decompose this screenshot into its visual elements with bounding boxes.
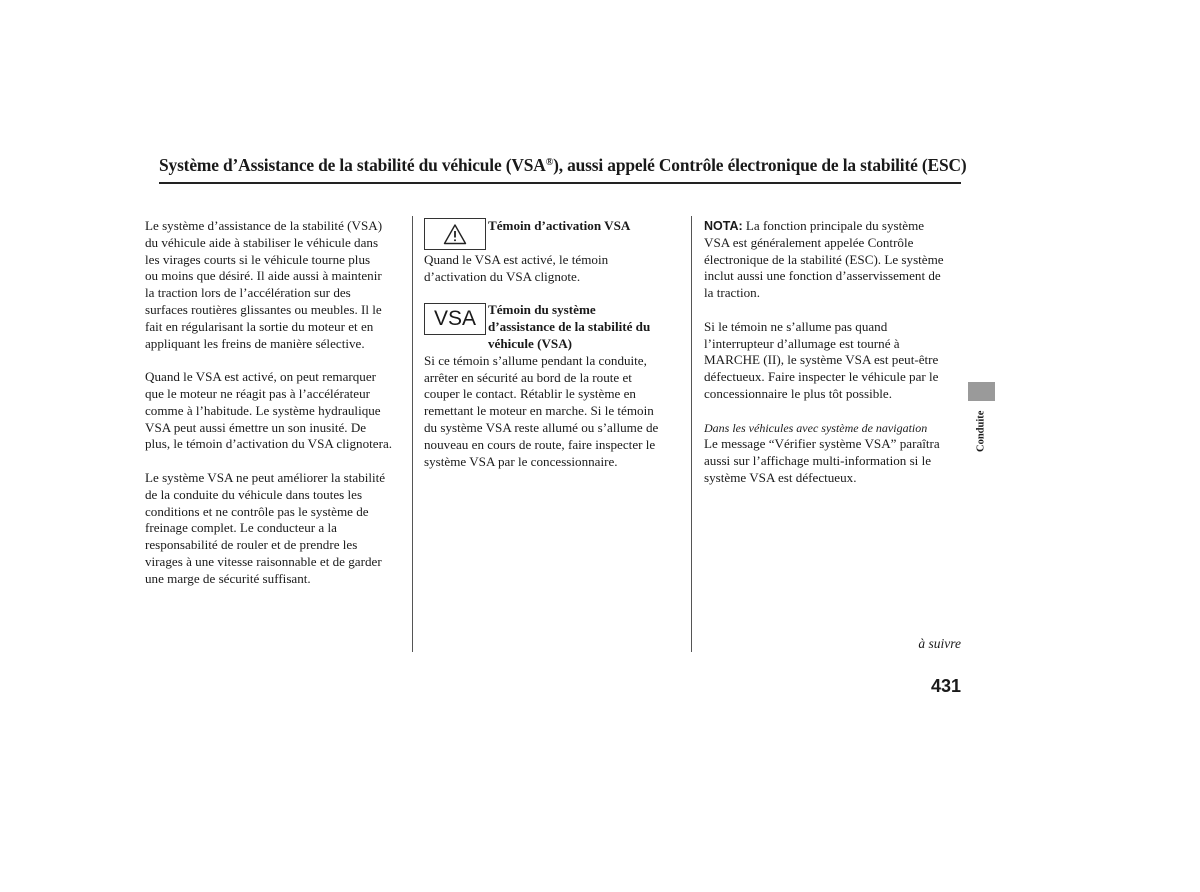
- continued-note: à suivre: [918, 636, 961, 651]
- title-part-2: ), aussi appelé Contrôle électronique de la stabilité (ESC): [553, 155, 967, 175]
- page-title: [159, 155, 967, 176]
- activation-indicator-row: [424, 218, 686, 250]
- section-tab: [968, 382, 995, 401]
- nota-paragraph: [704, 218, 961, 302]
- section-tab-label: Conduite: [975, 410, 987, 452]
- system-heading: Témoin du système d’assistance de la stabilité du véhicule (VSA): [488, 302, 651, 351]
- system-text: Si ce témoin s’allume pendant la conduite, arrêter en sécurité au bord de la route et couper le contact. Rétablir le système en remettant le moteur en marche. Si le témoin du système VSA reste allumé ou s’allume de nouveau en cours de route, faire inspecter le système VSA par le concessionnaire.: [424, 352, 659, 469]
- registered-mark: ®: [545, 157, 554, 168]
- nav-subheading: Dans les véhicules avec système de navigation: [704, 420, 928, 435]
- activation-text: Quand le VSA est activé, le témoin d’activation du VSA clignote.: [424, 252, 609, 284]
- nota-label: NOTA:: [704, 219, 743, 233]
- page-number: 431: [930, 676, 961, 696]
- column-divider: [412, 216, 413, 652]
- column-3: [704, 218, 961, 504]
- column-divider: [691, 216, 692, 652]
- title-part-1: Système d’Assistance de la stabilité du véhicule (VSA: [159, 155, 546, 175]
- paragraph: Le système VSA ne peut améliorer la stabilité de la conduite du véhicule dans toutes les conditions et ne contrôle pas le système de freinage complet. Le conducteur a la responsabilité de rouler et de prendre les virages à une vitesse raisonnable et de garder une marge de sécurité suffisant.: [145, 469, 386, 586]
- vsa-indicator-row: [424, 302, 686, 352]
- paragraph: Le message “Vérifier système VSA” paraîtra aussi sur l’affichage multi-information si le système VSA est défectueux.: [704, 436, 940, 485]
- nota-text: La fonction principale du système VSA est généralement appelée Contrôle électronique de la stabilité (ESC). Le système inclut aussi une fonction d’asservissement de la traction.: [704, 218, 944, 301]
- warning-triangle-icon: [443, 223, 467, 245]
- column-2: [424, 218, 686, 487]
- title-rule: [159, 182, 961, 184]
- paragraph: Si le témoin ne s’allume pas quand l’interrupteur d’allumage est tourné à MARCHE (II), le système VSA est peut-être défectueux. Faire inspecter le véhicule par le concessionnaire le plus tôt possible.: [704, 318, 939, 401]
- activation-heading: Témoin d’activation VSA: [488, 218, 631, 233]
- warning-indicator-box: [424, 218, 486, 250]
- column-1: [145, 218, 407, 604]
- paragraph: Le système d’assistance de la stabilité (VSA) du véhicule aide à stabiliser le véhicule dans les virages courts si le véhicule tourne plus ou moins que désiré. Il aide aussi à maintenir la traction lors de l’accélération sur des surfaces routières glissantes ou meubles. Il le fait en régularisant la sortie du moteur et en appliquant les freins de manière sélective.: [145, 218, 383, 351]
- paragraph: Quand le VSA est activé, on peut remarquer que le moteur ne réagit pas à l’accélérateur comme à l’habitude. Le système hydraulique VSA peut aussi émettre un son inusité. De plus, le témoin d’activation du VSA clignotera.: [145, 369, 393, 452]
- vsa-indicator-box: VSA: [424, 303, 486, 335]
